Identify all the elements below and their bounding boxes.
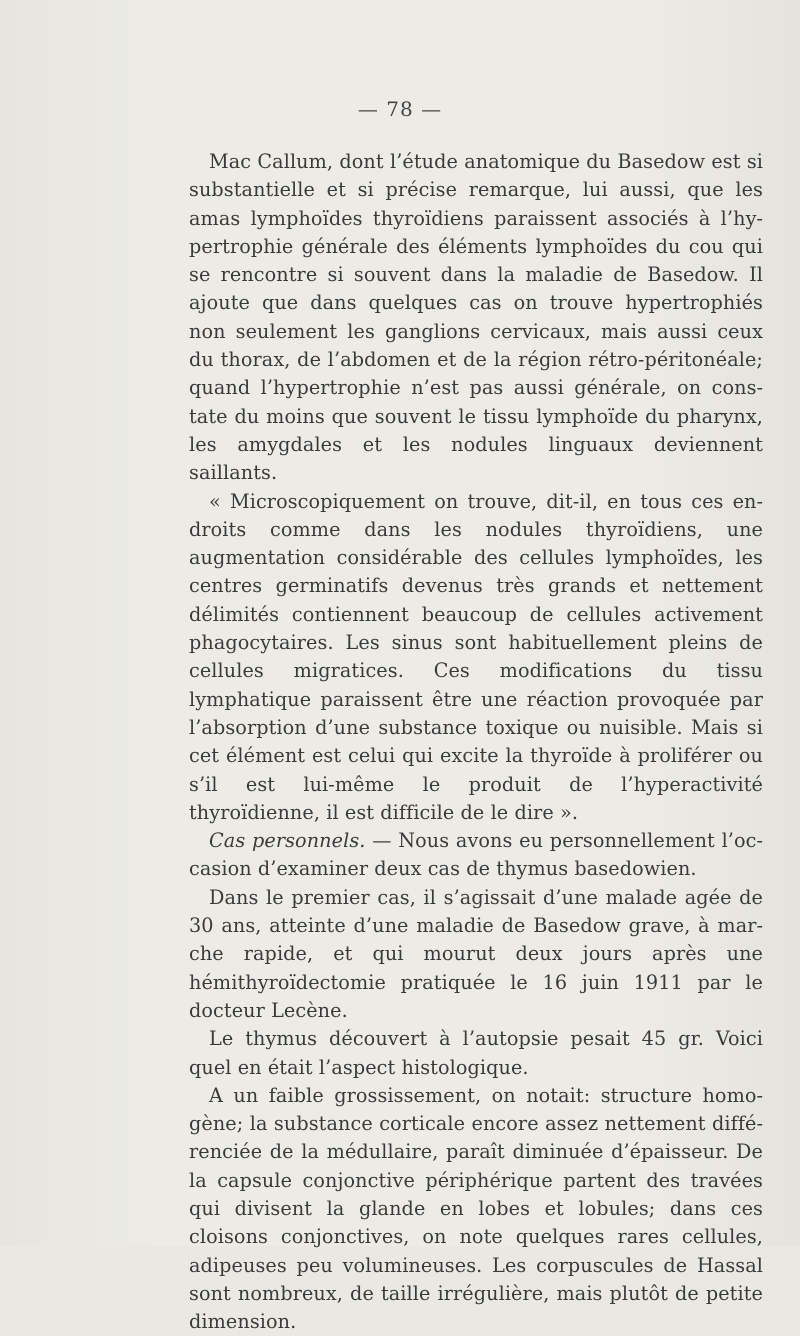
paragraph-mac-callum: Mac Callum, dont l’étude anatomique du Basedow est si substantielle et si précise remarque, lui aussi, que les amas lymphoïdes thyroïdiens paraissent associés à l’hypertrophie générale des éléments lymphoïdes du cou qui se rencontre si souvent dans la maladie de Basedow. Il ajoute que dans quelques cas on trouve hypertrophiés non seulement les ganglions cervicaux, mais aussi ceux du thorax, de l’abdomen et de la région rétro-péritonéale; quand l’hypertrophie n’est pas aussi générale, on constate du moins que souvent le tissu lymphoïde du pharynx, les amygdales et les nodules linguaux deviennent saillants. xyxy=(189,150,763,485)
page-body xyxy=(189,148,763,1336)
paragraph-thymus-autopsie: Le thymus découvert à l’autopsie pesait 45 gr. Voici quel en était l’aspect histologique. xyxy=(189,1027,763,1079)
paragraph-cas-personnels-text: — Nous avons eu personnellement l’occasion d’examiner deux cas de thymus basedowien. xyxy=(189,829,763,881)
paragraph-cas-personnels xyxy=(189,827,763,884)
paragraph-quotation: « Microscopiquement on trouve, dit-il, en tous ces endroits comme dans les nodules thyroïdiens, une augmentation considérable des cellules lymphoïdes, les centres germinatifs devenus très grands et nettement délimités contiennent beaucoup de cellules activement phagocytaires. Les sinus sont habituellement pleins de cellules migratices. Ces modifications du tissu lymphatique paraissent être une réaction provoquée par l’absorption d’une substance toxique ou nuisible. Mais si cet élément est celui qui excite la thyroïde à proliférer ou s’il est lui-même le produit de l’hyperactivité thyroïdienne, il est difficile de le dire ». xyxy=(189,489,763,824)
page-number: — 78 — xyxy=(357,97,443,121)
paragraph-premier-cas: Dans le premier cas, il s’agissait d’une malade agée de 30 ans, atteinte d’une maladie de Basedow grave, à marche rapide, et qui mourut deux jours après une hémithyroïdectomie pratiquée le 16 juin 1911 par le docteur Lecène. xyxy=(189,885,763,1022)
section-heading-cas-personnels: Cas personnels. xyxy=(209,829,366,853)
paragraph-faible-grossissement: A un faible grossissement, on notait: structure homogène; la substance corticale encore assez nettement différenciée de la médullaire, paraît diminuée d’épaisseur. De la capsule conjonctive périphérique partent des travées qui divisent la glande en lobes et lobules; dans ces cloisons conjonctives, on note quelques rares cellules, adipeuses peu volumineuses. Les corpuscules de Hassal sont nombreux, de taille irrégulière, mais plutôt de petite dimension. xyxy=(189,1083,763,1334)
